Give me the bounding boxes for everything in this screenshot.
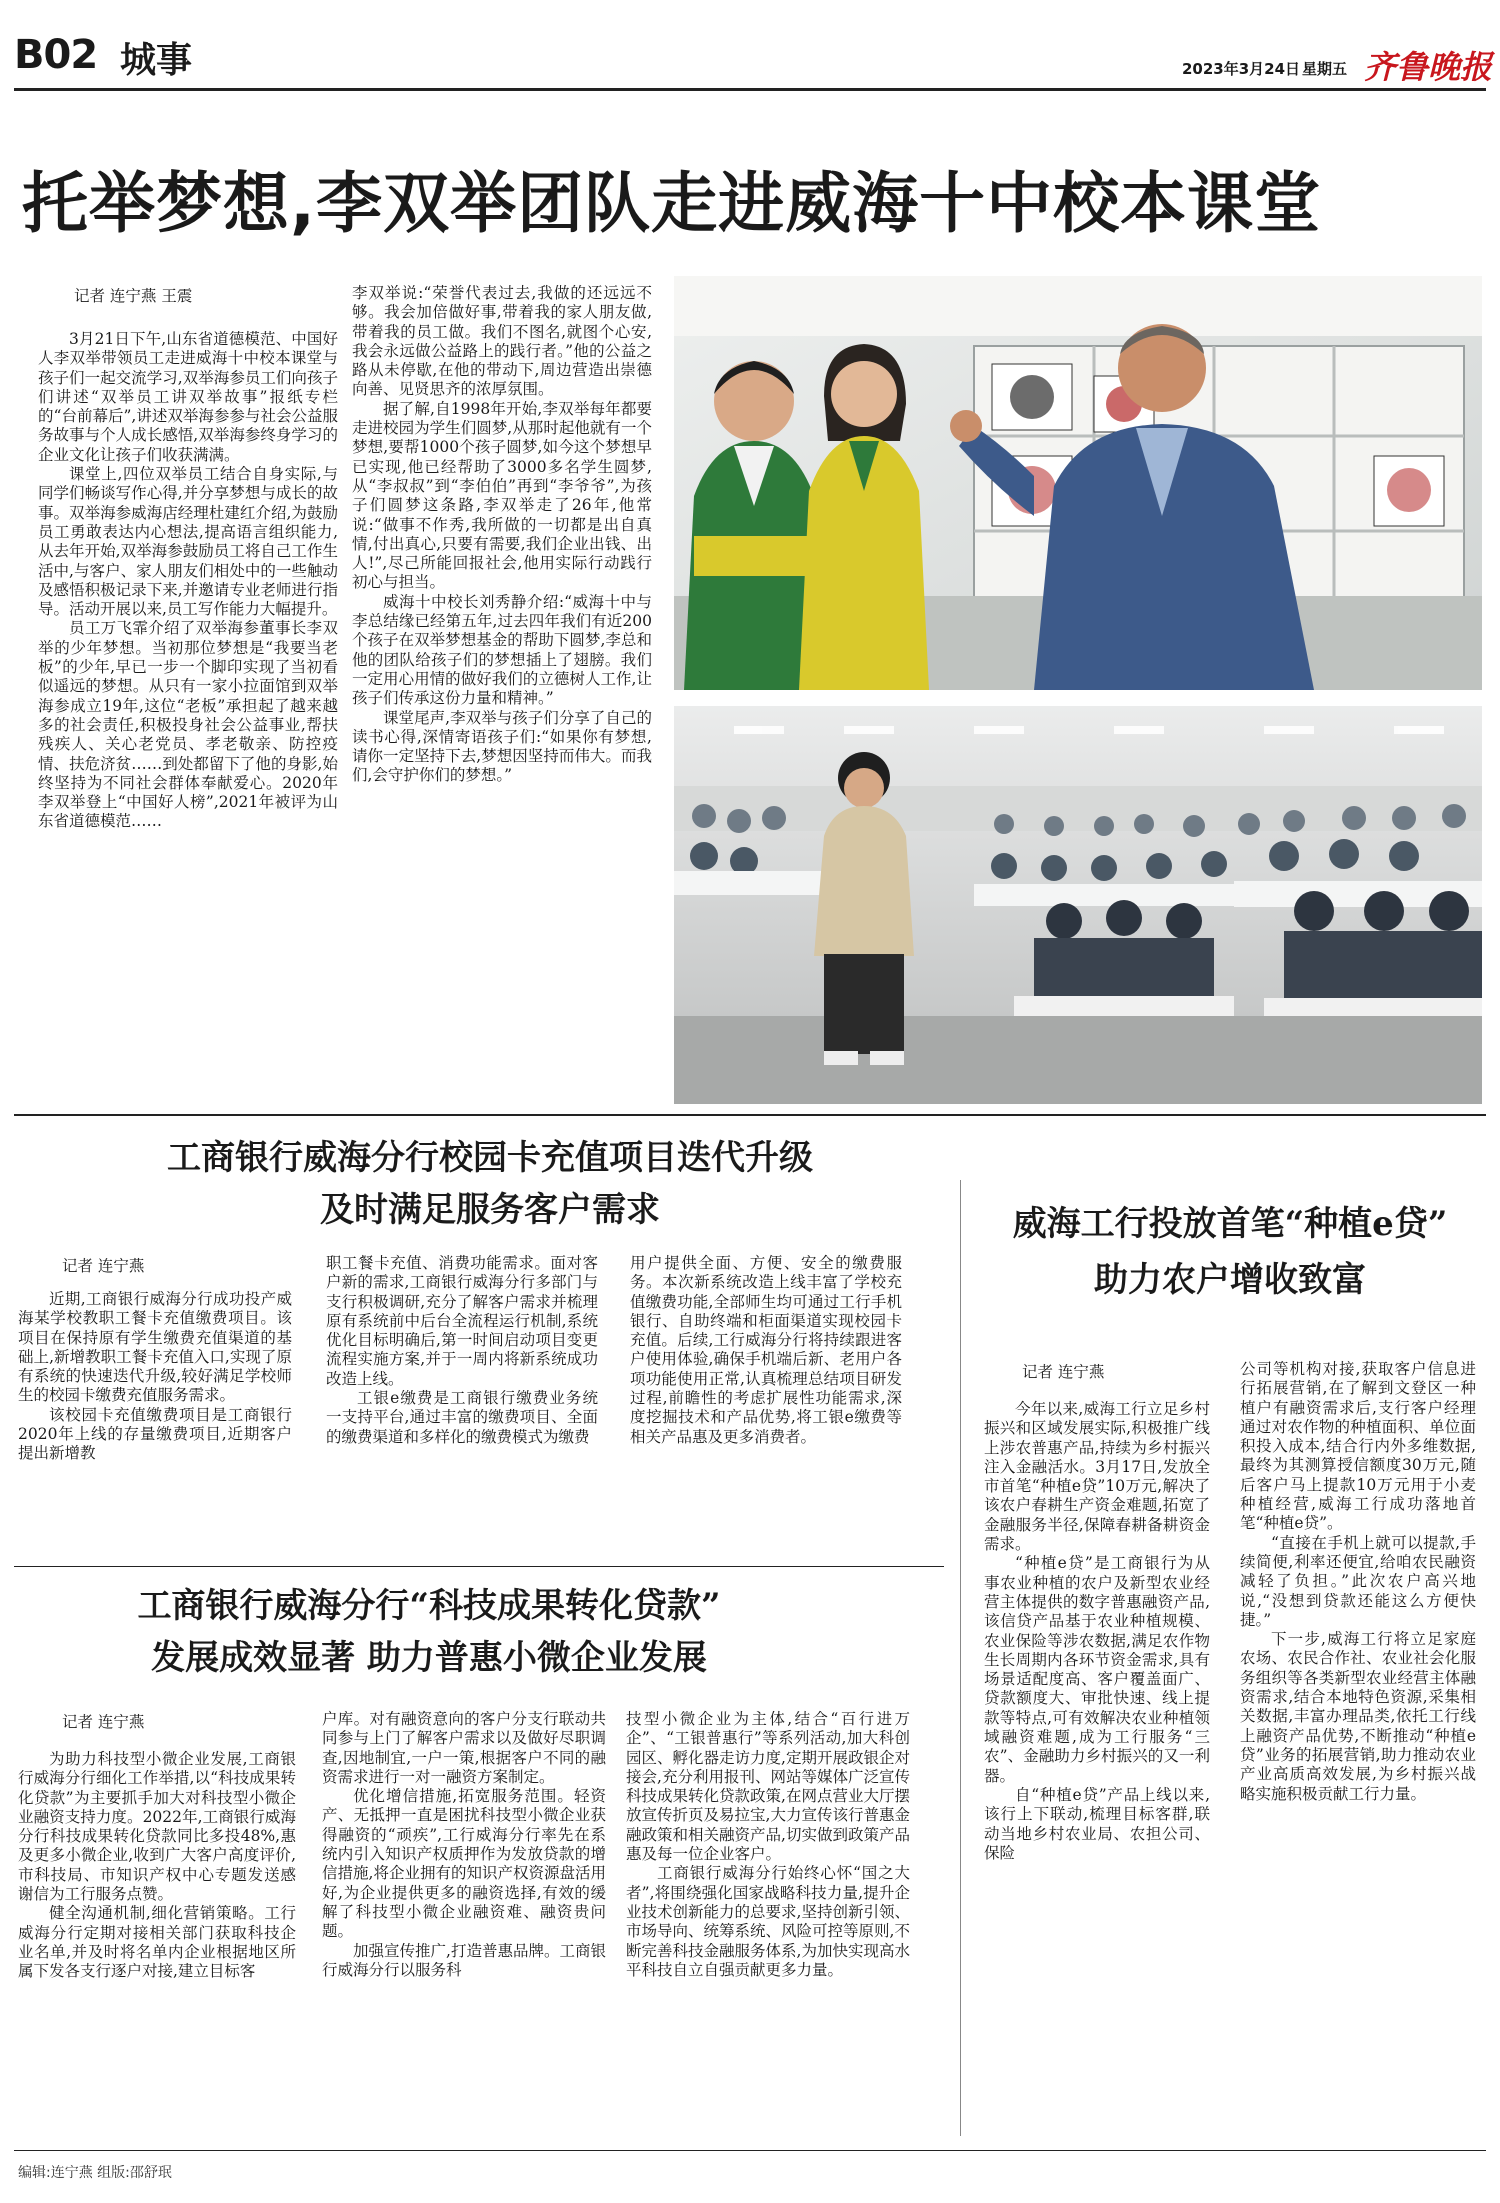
issue-date: 2023年3月24日 (1182, 60, 1301, 78)
masthead-logo: 齐鲁晚报 (1364, 48, 1493, 86)
article2-headline-line1: 工商银行威海分行校园卡充值项目迭代升级 (167, 1138, 813, 1178)
divider-article4-vertical (960, 1180, 961, 2136)
article1-paragraph: 课堂上,四位双举员工结合自身实际,与同学们畅谈写作心得,并分享梦想与成长的故事。双举海参威海店经理杜建红介绍,为鼓励员工勇敢表达内心想法,提高语言组织能力,从去年开始,双举海参鼓励员工将自己工作生活中,与客户、家人朋友们相处中的一些触动及感悟积极记录下来,并邀请专业老师进行指导。活动开展以来,员工写作能力大幅提升。 (38, 465, 338, 619)
article2-column-1 (18, 1290, 292, 1554)
article4-paragraph: 公司等机构对接,获取客户信息进行拓展营销,在了解到文登区一种植户有融资需求后,支行客户经理通过对农作物的种植面积、单位面积投入成本,结合行内外多维数据,最终为其测算授信额度30万元,随后客户马上提款10万元用于小麦种植经营,威海工行成功落地首笔“种植e贷”。 (1240, 1360, 1476, 1533)
divider-article1 (14, 1114, 1486, 1116)
article1-paragraph: 李双举说:“荣誉代表过去,我做的还远远不够。我会加倍做好事,带着我的家人朋友做,带着我的员工做。我们不图名,就图个心安,我会永远做公益路上的践行者。”他的公益之路从未停歇,在他的带动下,周边营造出崇德向善、见贤思齐的浓厚氛围。 (352, 284, 652, 399)
page-number: B02 (14, 32, 98, 78)
article2-paragraph: 近期,工商银行威海分行成功投产威海某学校教职工餐卡充值缴费项目。该项目在保持原有学生缴费充值渠道的基础上,新增教职工餐卡充值入口,实现了原有系统的快速迭代升级,较好满足学校师生的校园卡缴费充值服务需求。 (18, 1290, 292, 1405)
article2-column-2 (326, 1254, 598, 1554)
article2-paragraph: 工银e缴费是工商银行缴费业务统一支持平台,通过丰富的缴费项目、全面的缴费渠道和多样化的缴费模式为缴费 (326, 1389, 598, 1446)
article3-headline-line2: 发展成效显著 助力普惠小微企业发展 (151, 1638, 707, 1678)
article3-byline: 记者 连宁燕 (62, 1713, 145, 1731)
article3-column-1 (18, 1750, 296, 2132)
article1-column-2 (352, 284, 652, 1098)
article4-byline: 记者 连宁燕 (1022, 1363, 1105, 1381)
article4-headline-line1: 威海工行投放首笔“种植e贷” (1012, 1204, 1448, 1244)
article2-headline-line2: 及时满足服务客户需求 (320, 1190, 660, 1230)
article3-column-2 (322, 1710, 606, 2132)
article1-paragraph: 据了解,自1998年开始,李双举每年都要走进校园为学生们圆梦,从那时起他就有一个梦想,要帮1000个孩子圆梦,如今这个梦想早已实现,他已经帮助了3000多名学生圆梦,从“李叔叔”到“李伯伯”再到“李爷爷”,为孩子们圆梦这条路,李双举走了26年,他常说:“做事不作秀,我所做的一切都是出自真情,付出真心,只要有需要,我们企业出钱、出人!”,尽己所能回报社会,他用实际行动践行初心与担当。 (352, 399, 652, 592)
article4-headline-line2: 助力农户增收致富 (1094, 1260, 1366, 1300)
article3-paragraph: 为助力科技型小微企业发展,工商银行威海分行细化工作举措,以“科技成果转化贷款”为主要抓手加大对科技型小微企业融资支持力度。2022年,工商银行威海分行科技成果转化贷款同比多投48%,惠及更多小微企业,收到广大客户高度评价,市科技局、市知识产权中心专题发送感谢信为工行服务点赞。 (18, 1750, 296, 1904)
article3-paragraph: 健全沟通机制,细化营销策略。工行威海分行定期对接相关部门获取科技企业名单,并及时将名单内企业根据地区所属下发各支行逐户对接,建立目标客 (18, 1904, 296, 1981)
article4-paragraph: 自“种植e贷”产品上线以来,该行上下联动,梳理目标客群,联动当地乡村农业局、农担公司、保险 (984, 1785, 1210, 1862)
article1-paragraph: 威海十中校长刘秀静介绍:“威海十中与李总结缘已经第五年,过去四年我们有近200个孩子在双举梦想基金的帮助下圆梦,李总和他的团队给孩子们的梦想插上了翅膀。我们一定用心用情的做好我们的立德树人工作,让孩子们传承这份力量和精神。” (352, 592, 652, 708)
article2-column-3 (630, 1254, 902, 1554)
article3-paragraph: 优化增信措施,拓宽服务范围。轻资产、无抵押一直是困扰科技型小微企业获得融资的“顽疾”,工行威海分行率先在系统内引入知识产权质押作为发放贷款的增信措施,将企业拥有的知识产权资源盘活用好,为企业提供更多的融资选择,有效的缓解了科技型小微企业融资难、融资贵问题。 (322, 1787, 606, 1941)
divider-article2 (14, 1566, 944, 1567)
article3-paragraph: 技型小微企业为主体,结合“百行进万企”、“工银普惠行”等系列活动,加大科创园区、孵化器走访力度,定期开展政银企对接会,充分利用报刊、网站等媒体广泛宣传科技成果转化贷款政策,在网点营业大厅摆放宣传折页及易拉宝,大力宣传该行普惠金融政策和相关融资产品,切实做到政策产品惠及每一位企业客户。 (626, 1710, 910, 1864)
article2-paragraph: 该校园卡充值缴费项目是工商银行2020年上线的存量缴费项目,近期客户提出新增教 (18, 1405, 292, 1463)
article1-paragraph: 员工万飞霏介绍了双举海参董事长李双举的少年梦想。当初那位梦想是“我要当老板”的少年,早已一步一个脚印实现了当初看似遥远的梦想。从只有一家小拉面馆到双举海参成立19年,这位“老板”承担起了越来越多的社会责任,积极投身社会公益事业,帮扶残疾人、关心老党员、孝老敬亲、防控疫情、扶危济贫……到处都留下了他的身影,始终坚持为不同社会群体奉献爱心。2020年李双举登上“中国好人榜”,2021年被评为山东省道德模范…… (38, 619, 338, 831)
article4-column-2 (1240, 1360, 1476, 2132)
editor-credit: 编辑:连宁燕 组版:邵舒珉 (18, 2165, 172, 2181)
article4-paragraph: “直接在手机上就可以提款,手续简便,利率还便宜,给咱农民融资减轻了负担。”此次农户高兴地说,“没想到贷款还能这么方便快捷。” (1240, 1533, 1476, 1629)
article4-paragraph: 今年以来,威海工行立足乡村振兴和区域发展实际,积极推广线上涉农普惠产品,持续为乡村振兴注入金融活水。3月17日,发放全市首笔“种植e贷”10万元,解决了该农户春耕生产资金难题,拓宽了金融服务半径,保障春耕备耕资金需求。 (984, 1400, 1210, 1554)
article4-paragraph: 下一步,威海工行将立足家庭农场、农民合作社、农业社会化服务组织等各类新型农业经营主体融资需求,结合本地特色资源,采集相关数据,丰富办理品类,依托工行线上融资产品优势,不断推动“种植e贷”业务的拓展营销,助力推动农业产业高质高效发展,为乡村振兴战略实施积极贡献工行力量。 (1240, 1630, 1476, 1803)
article4-paragraph: “种植e贷”是工商银行为从事农业种植的农户及新型农业经营主体提供的数字普惠融资产品,该信贷产品基于农业种植规模、农业保险等涉农数据,满足农作物生长周期内各环节资金需求,具有场景适配度高、客户覆盖面广、贷款额度大、审批快速、线上提款等特点,可有效解决农业种植领域融资难题,成为工行服务“三农”、金融助力乡村振兴的又一利器。 (984, 1554, 1210, 1785)
footer-rule (14, 2150, 1486, 2151)
article1-photo-bottom (674, 706, 1482, 1104)
article2-paragraph: 职工餐卡充值、消费功能需求。面对客户新的需求,工商银行威海分行多部门与支行积极调研,充分了解客户需求并梳理原有系统前中后台全流程运行机制,系统优化目标明确后,第一时间启动项目变更流程实施方案,并于一周内将新系统成功改造上线。 (326, 1254, 598, 1388)
article1-paragraph: 3月21日下午,山东省道德模范、中国好人李双举带领员工走进威海十中校本课堂与孩子们一起交流学习,双举海参员工们向孩子们讲述“双举员工讲双举故事”报纸专栏的“台前幕后”,讲述双举海参参与社会公益服务故事与个人成长感悟,双举海参终身学习的企业文化让孩子们收获满满。 (38, 330, 338, 464)
article3-column-3 (626, 1710, 910, 2132)
header-rule (14, 88, 1486, 91)
article4-column-1 (984, 1400, 1210, 2132)
article1-paragraph: 课堂尾声,李双举与孩子们分享了自己的读书心得,深情寄语孩子们:“如果你有梦想,请你一定坚持下去,梦想因坚持而伟大。而我们,会守护你们的梦想。” (352, 708, 652, 785)
article1-photo-top (674, 276, 1482, 690)
article2-byline: 记者 连宁燕 (62, 1257, 145, 1275)
issue-weekday: 星期五 (1302, 60, 1348, 78)
article1-byline: 记者 连宁燕 王震 (74, 287, 193, 305)
article1-headline: 托举梦想,李双举团队走进威海十中校本课堂 (22, 165, 1322, 242)
article3-paragraph: 户库。对有融资意向的客户分支行联动共同参与上门了解客户需求以及做好尽职调查,因地制宜,一户一策,根据客户不同的融资需求进行一对一融资方案制定。 (322, 1710, 606, 1786)
article3-paragraph: 加强宣传推广,打造普惠品牌。工商银行威海分行以服务科 (322, 1941, 606, 1979)
article1-column-1 (38, 330, 338, 1098)
section-title: 城事 (120, 40, 193, 81)
article2-paragraph: 用户提供全面、方便、安全的缴费服务。本次新系统改造上线丰富了学校充值缴费功能,全部师生均可通过工行手机银行、自助终端和柜面渠道实现校园卡充值。后续,工行威海分行将持续跟进客户使用体验,确保手机端后新、老用户各项功能使用正常,认真梳理总结项目研发过程,前瞻性的考虑扩展性功能需求,深度挖掘技术和产品优势,将工银e缴费等相关产品惠及更多消费者。 (630, 1254, 902, 1446)
article3-headline-line1: 工商银行威海分行“科技成果转化贷款” (137, 1586, 721, 1626)
article3-paragraph: 工商银行威海分行始终心怀“国之大者”,将围绕强化国家战略科技力量,提升企业技术创新能力的总要求,坚持创新引领、市场导向、统筹系统、风险可控等原则,不断完善科技金融服务体系,为加快实现高水平科技自立自强贡献更多力量。 (626, 1864, 910, 1979)
